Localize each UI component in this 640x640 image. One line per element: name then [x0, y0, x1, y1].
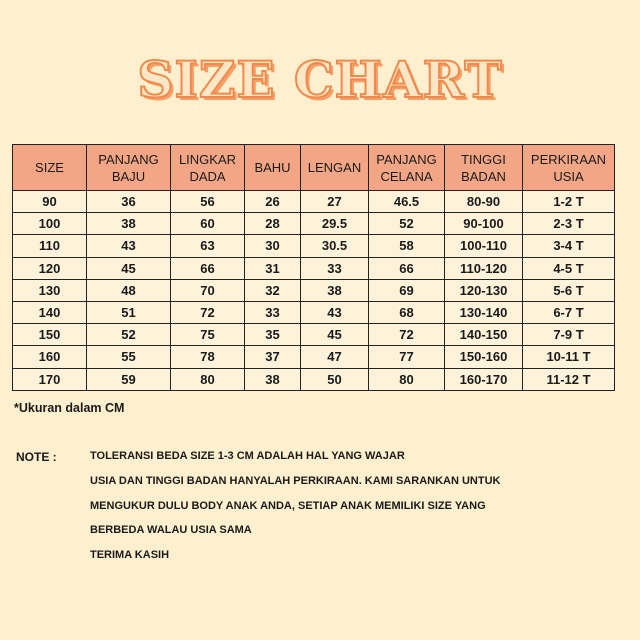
table-cell: 63	[171, 235, 245, 257]
table-cell: 130	[13, 279, 87, 301]
table-cell: 72	[369, 324, 445, 346]
table-cell: 47	[301, 346, 369, 368]
table-row	[13, 257, 615, 279]
table-cell: 72	[171, 301, 245, 323]
table-cell: 1-2 T	[523, 191, 615, 213]
table-cell: 48	[87, 279, 171, 301]
table-cell: 66	[171, 257, 245, 279]
table-cell: 75	[171, 324, 245, 346]
column-header-line: SIZE	[35, 160, 64, 175]
table-cell: 36	[87, 191, 171, 213]
column-header	[369, 145, 445, 191]
note-line: TOLERANSI BEDA SIZE 1-3 CM ADALAH HAL YANG WAJAR	[90, 450, 405, 462]
table-cell: 80	[369, 368, 445, 390]
table-cell: 56	[171, 191, 245, 213]
page-title: SIZE CHART	[137, 50, 503, 109]
table-cell: 150-160	[445, 346, 523, 368]
table-cell: 60	[171, 213, 245, 235]
column-header	[523, 145, 615, 191]
table-cell: 43	[87, 235, 171, 257]
table-row	[13, 213, 615, 235]
table-cell: 4-5 T	[523, 257, 615, 279]
table-cell: 80	[171, 368, 245, 390]
column-header-line: TINGGI	[461, 151, 506, 167]
column-header-line: DADA	[189, 168, 226, 184]
table-row	[13, 235, 615, 257]
table-cell: 29.5	[301, 213, 369, 235]
table-cell: 30	[245, 235, 301, 257]
column-header-line: LENGAN	[307, 160, 362, 175]
table-cell: 140-150	[445, 324, 523, 346]
table-cell: 5-6 T	[523, 279, 615, 301]
table-cell: 45	[87, 257, 171, 279]
table-cell: 51	[87, 301, 171, 323]
table-cell: 78	[171, 346, 245, 368]
table-cell: 150	[13, 324, 87, 346]
column-header-line: USIA	[553, 168, 584, 184]
table-cell: 110-120	[445, 257, 523, 279]
note-line: MENGUKUR DULU BODY ANAK ANDA, SETIAP ANAK MEMILIKI SIZE YANG	[90, 499, 486, 512]
table-cell: 55	[87, 346, 171, 368]
table-cell: 52	[87, 324, 171, 346]
note-line: TERIMA KASIH	[90, 549, 170, 562]
table-cell: 45	[301, 324, 369, 346]
table-header-row	[13, 145, 615, 191]
table-cell: 170	[13, 368, 87, 390]
table-cell: 33	[245, 301, 301, 323]
table-row	[13, 301, 615, 323]
table-cell: 70	[171, 279, 245, 301]
column-header	[13, 145, 87, 191]
table-cell: 50	[301, 368, 369, 390]
column-header-line: PERKIRAAN	[530, 151, 607, 167]
table-cell: 26	[245, 191, 301, 213]
table-cell: 37	[245, 346, 301, 368]
table-cell: 38	[87, 213, 171, 235]
table-cell: 3-4 T	[523, 235, 615, 257]
table-cell: 68	[369, 301, 445, 323]
column-header-line: BAJU	[111, 168, 146, 184]
table-cell: 80-90	[445, 191, 523, 213]
table-row	[13, 368, 615, 390]
column-header	[245, 145, 301, 191]
table-cell: 77	[369, 346, 445, 368]
table-cell: 38	[301, 279, 369, 301]
note-line: USIA DAN TINGGI BADAN HANYALAH PERKIRAAN. KAMI SARANKAN UNTUK	[90, 474, 501, 487]
note-label: NOTE :	[16, 450, 57, 464]
table-cell: 2-3 T	[523, 213, 615, 235]
table-row	[13, 191, 615, 213]
table-row	[13, 346, 615, 368]
column-header	[87, 145, 171, 191]
table-body	[13, 191, 615, 391]
column-header-line: BADAN	[461, 168, 506, 184]
table-cell: 160	[13, 346, 87, 368]
column-header-line: PANJANG	[376, 151, 437, 167]
table-cell: 100-110	[445, 235, 523, 257]
note-line: BERBEDA WALAU USIA SAMA	[90, 524, 252, 537]
size-chart-table	[12, 144, 615, 391]
column-header	[301, 145, 369, 191]
table-cell: 28	[245, 213, 301, 235]
table-cell: 52	[369, 213, 445, 235]
table-cell: 100	[13, 213, 87, 235]
column-header-line: CELANA	[380, 168, 433, 184]
table-cell: 46.5	[369, 191, 445, 213]
column-header-line: LINGKAR	[178, 151, 237, 167]
table-cell: 110	[13, 235, 87, 257]
table-row	[13, 279, 615, 301]
column-header	[171, 145, 245, 191]
table-cell: 90	[13, 191, 87, 213]
table-row	[13, 324, 615, 346]
table-cell: 10-11 T	[523, 346, 615, 368]
table-cell: 69	[369, 279, 445, 301]
table-cell: 11-12 T	[523, 368, 615, 390]
table-cell: 90-100	[445, 213, 523, 235]
table-cell: 120	[13, 257, 87, 279]
table-cell: 6-7 T	[523, 301, 615, 323]
footnote: *Ukuran dalam CM	[14, 401, 125, 415]
table-cell: 33	[301, 257, 369, 279]
table-cell: 35	[245, 324, 301, 346]
table-cell: 7-9 T	[523, 324, 615, 346]
table-cell: 59	[87, 368, 171, 390]
table-cell: 30.5	[301, 235, 369, 257]
table-cell: 58	[369, 235, 445, 257]
table-cell: 43	[301, 301, 369, 323]
table-cell: 32	[245, 279, 301, 301]
table-cell: 38	[245, 368, 301, 390]
note-text	[90, 449, 500, 573]
table-cell: 66	[369, 257, 445, 279]
column-header-line: PANJANG	[98, 151, 159, 167]
table-cell: 120-130	[445, 279, 523, 301]
table-cell: 140	[13, 301, 87, 323]
column-header	[445, 145, 523, 191]
table-cell: 160-170	[445, 368, 523, 390]
table-cell: 27	[301, 191, 369, 213]
table-cell: 130-140	[445, 301, 523, 323]
column-header-line: BAHU	[254, 160, 291, 175]
table-cell: 31	[245, 257, 301, 279]
